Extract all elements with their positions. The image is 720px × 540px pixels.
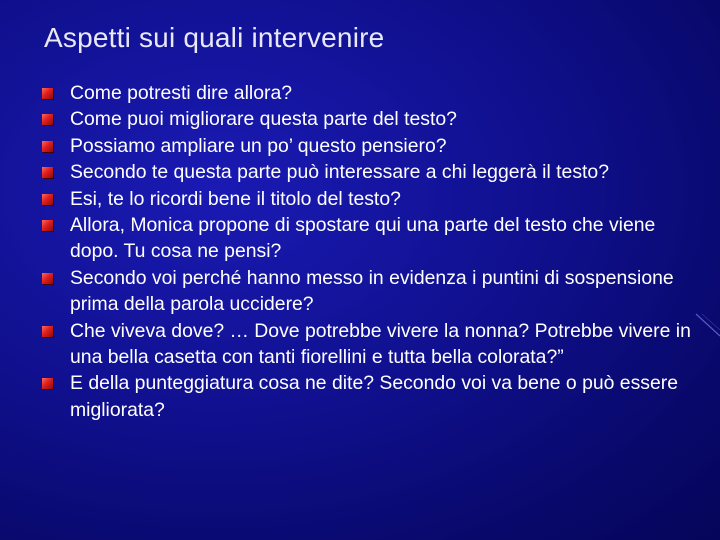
list-item [42, 106, 702, 132]
red-square-bullet-icon [42, 114, 53, 125]
bullet-text: Possiamo ampliare un po’ questo pensiero? [70, 134, 447, 157]
red-square-bullet-icon [42, 326, 53, 337]
red-square-bullet-icon [42, 88, 53, 99]
bullet-text: Secondo te questa parte può interessare a chi leggerà il testo? [70, 161, 609, 184]
red-square-bullet-icon [42, 378, 53, 389]
bullet-text: Come puoi migliorare questa parte del testo? [70, 108, 457, 131]
bullet-text: Allora, Monica propone di spostare qui una parte del testo che viene dopo. Tu cosa ne pensi? [70, 214, 656, 263]
list-item [42, 370, 702, 423]
bullet-text: E della punteggiatura cosa ne dite? Secondo voi va bene o può essere migliorata? [70, 372, 679, 421]
red-square-bullet-icon [42, 141, 53, 152]
bullet-text: Secondo voi perché hanno messo in evidenza i puntini di sospensione prima della parola uccidere? [70, 266, 674, 316]
list-item [42, 133, 702, 159]
bullet-text: Che viveva dove? … Dove potrebbe vivere la nonna? Potrebbe vivere in una bella casetta con tanti fiorellini e tutta bella colorata?” [70, 319, 691, 369]
list-item [42, 265, 702, 318]
bullet-text: Come potresti dire allora? [70, 82, 293, 104]
list-item [42, 186, 702, 212]
red-square-bullet-icon [42, 194, 53, 205]
bullet-text: Esi, te lo ricordi bene il titolo del testo? [70, 187, 401, 210]
red-square-bullet-icon [42, 167, 53, 178]
slide-title: Aspetti sui quali intervenire [44, 22, 385, 53]
list-item [42, 318, 702, 371]
bullet-list [42, 80, 702, 423]
red-square-bullet-icon [42, 273, 53, 284]
list-item [42, 80, 702, 106]
list-item [42, 159, 702, 185]
red-square-bullet-icon [42, 220, 53, 231]
list-item [42, 212, 702, 265]
